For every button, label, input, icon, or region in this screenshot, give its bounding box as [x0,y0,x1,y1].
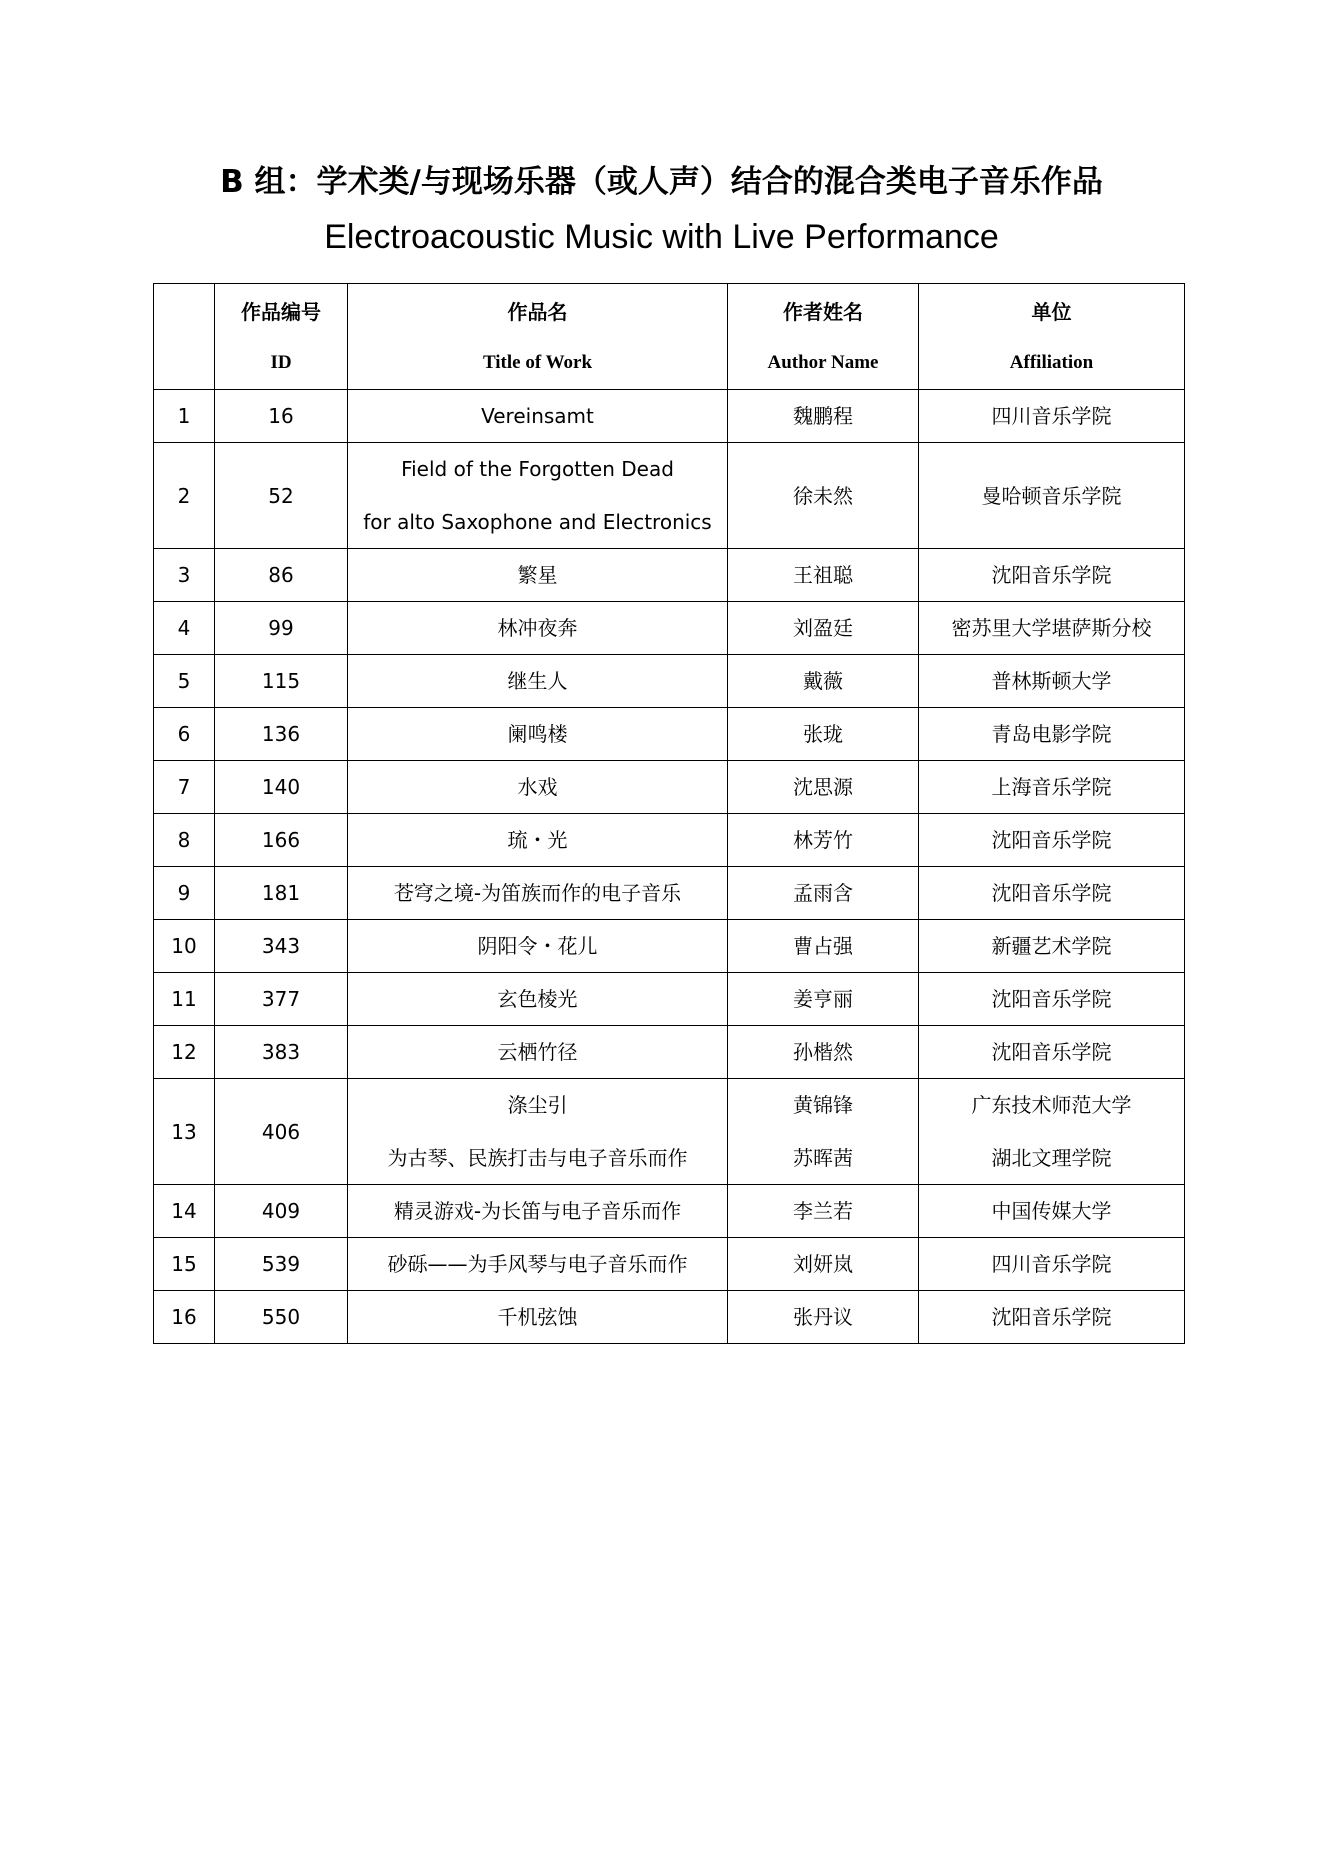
author-name-cell-line: 王祖聪 [793,563,853,587]
author-name-cell-line: 孟雨含 [793,881,853,905]
row-number-cell: 13 [154,1079,215,1185]
table-row [154,761,1185,814]
affiliation-cell [919,814,1185,867]
affiliation-cell-line: 湖北文理学院 [991,1146,1112,1170]
table-row [154,920,1185,973]
table-row [154,1291,1185,1344]
affiliation-cell [919,1185,1185,1238]
table-row [154,602,1185,655]
table-row [154,867,1185,920]
author-name-cell-line: 徐未然 [793,483,853,508]
header-title-zh: 作品名 [507,299,568,324]
affiliation-cell-line: 新疆艺术学院 [991,934,1112,958]
row-number-cell: 11 [154,973,215,1026]
row-number-cell: 7 [154,761,215,814]
work-title-cell [348,973,728,1026]
affiliation-cell-line: 四川音乐学院 [991,1252,1112,1276]
work-title-cell [348,1185,728,1238]
table-row [154,1238,1185,1291]
work-title-cell-line: Field of the Forgotten Dead [401,457,674,481]
work-title-cell-line: 阑鸣楼 [507,722,568,746]
work-title-cell-line: 云栖竹径 [497,1040,578,1064]
header-affiliation-en: Affiliation [1009,351,1094,373]
work-id-cell: 539 [215,1238,348,1291]
author-name-cell [728,1238,919,1291]
work-title-cell-line: 繁星 [517,563,558,587]
author-name-cell [728,761,919,814]
work-title-cell-line: 继生人 [507,669,568,693]
author-name-cell-line: 林芳竹 [793,828,853,852]
affiliation-cell-line: 普林斯顿大学 [991,669,1112,693]
author-name-cell-line: 刘盈廷 [793,616,853,640]
work-title-cell [348,920,728,973]
row-number-cell: 14 [154,1185,215,1238]
work-id-cell: 86 [215,549,348,602]
work-title-cell-line: 精灵游戏-为长笛与电子音乐而作 [393,1199,682,1223]
work-title-cell [348,549,728,602]
work-title-cell [348,761,728,814]
header-id [215,284,348,390]
affiliation-cell-line: 四川音乐学院 [991,404,1112,428]
work-title-cell-line: 砂砾——为手风琴与电子音乐而作 [387,1252,688,1276]
work-title-cell-line: for alto Saxophone and Electronics [363,510,712,534]
table-row [154,1026,1185,1079]
work-title-cell [348,1291,728,1344]
work-id-cell: 383 [215,1026,348,1079]
work-title-cell-line: 苍穹之境-为笛族而作的电子音乐 [393,881,682,905]
row-number-cell: 3 [154,549,215,602]
header-author-zh: 作者姓名 [783,299,863,324]
author-name-cell [728,708,919,761]
work-title-cell-line: 林冲夜奔 [497,616,578,640]
row-number-cell: 6 [154,708,215,761]
work-title-cell-line: 玄色棱光 [497,987,578,1011]
affiliation-cell-line: 广东技术师范大学 [971,1093,1132,1117]
work-id-cell: 115 [215,655,348,708]
affiliation-cell-line: 曼哈顿音乐学院 [981,483,1122,508]
header-affiliation [919,284,1185,390]
work-id-cell: 409 [215,1185,348,1238]
work-title-cell [348,1238,728,1291]
work-id-cell: 166 [215,814,348,867]
row-number-cell: 5 [154,655,215,708]
table-row [154,655,1185,708]
author-name-cell [728,920,919,973]
row-number-cell: 8 [154,814,215,867]
affiliation-cell-line: 沈阳音乐学院 [991,828,1112,852]
work-id-cell: 406 [215,1079,348,1185]
affiliation-cell-line: 青岛电影学院 [991,722,1112,746]
affiliation-cell-line: 沈阳音乐学院 [991,1305,1112,1329]
work-title-cell [348,443,728,549]
row-number-cell: 9 [154,867,215,920]
author-name-cell-line: 姜亨丽 [793,987,853,1011]
work-id-cell: 140 [215,761,348,814]
header-title [348,284,728,390]
table-row [154,390,1185,443]
work-title-cell-line: 阴阳令・花儿 [477,934,598,958]
page-title-chinese: B 组：学术类/与现场乐器（或人声）结合的混合类电子音乐作品 [220,164,1103,200]
affiliation-cell [919,1026,1185,1079]
work-title-cell [348,708,728,761]
author-name-cell-line: 张珑 [803,722,843,746]
work-id-cell: 136 [215,708,348,761]
header-author-en: Author Name [767,351,879,373]
work-id-cell: 52 [215,443,348,549]
work-title-cell [348,1079,728,1185]
author-name-cell [728,443,919,549]
work-title-cell [348,390,728,443]
row-number-cell: 2 [154,443,215,549]
row-number-cell: 15 [154,1238,215,1291]
work-title-cell [348,814,728,867]
affiliation-cell-line: 沈阳音乐学院 [991,563,1112,587]
row-number-cell: 4 [154,602,215,655]
author-name-cell [728,973,919,1026]
row-number-cell: 16 [154,1291,215,1344]
affiliation-cell [919,708,1185,761]
table-body [154,390,1185,1344]
author-name-cell [728,655,919,708]
work-id-cell: 343 [215,920,348,973]
author-name-cell [728,549,919,602]
affiliation-cell [919,390,1185,443]
author-name-cell-line: 李兰若 [793,1199,853,1223]
affiliation-cell [919,443,1185,549]
table-row [154,1079,1185,1185]
header-id-zh: 作品编号 [241,299,321,324]
row-number-cell: 12 [154,1026,215,1079]
table-header-row [154,284,1185,390]
affiliation-cell [919,602,1185,655]
author-name-cell-line: 刘妍岚 [793,1252,853,1276]
header-author [728,284,919,390]
author-name-cell [728,1185,919,1238]
author-name-cell [728,390,919,443]
work-title-cell [348,602,728,655]
work-id-cell: 550 [215,1291,348,1344]
work-title-cell-line: 琉・光 [507,828,568,852]
affiliation-cell-line: 密苏里大学堪萨斯分校 [951,616,1152,640]
author-name-cell-line: 孙楷然 [793,1040,853,1064]
affiliation-cell-line: 沈阳音乐学院 [991,881,1112,905]
work-title-cell-line: 水戏 [517,775,558,799]
header-title-en: Title of Work [482,351,593,373]
author-name-cell [728,1079,919,1185]
work-title-cell-line: Vereinsamt [481,404,594,428]
affiliation-cell-line: 沈阳音乐学院 [991,1040,1112,1064]
affiliation-cell-line: 中国传媒大学 [991,1199,1112,1223]
author-name-cell-line: 张丹议 [793,1305,853,1329]
author-name-cell [728,602,919,655]
work-id-cell: 16 [215,390,348,443]
affiliation-cell [919,1238,1185,1291]
table-row [154,708,1185,761]
author-name-cell [728,867,919,920]
works-table [153,283,1185,1344]
table-row [154,814,1185,867]
author-name-cell-line: 曹占强 [793,934,853,958]
affiliation-cell [919,973,1185,1026]
author-name-cell-line: 戴薇 [803,669,843,693]
page-title-english: Electroacoustic Music with Live Performance [324,218,999,256]
affiliation-cell [919,549,1185,602]
author-name-cell [728,1026,919,1079]
work-id-cell: 181 [215,867,348,920]
work-title-cell [348,867,728,920]
affiliation-cell [919,1079,1185,1185]
table-row [154,973,1185,1026]
work-id-cell: 99 [215,602,348,655]
affiliation-cell [919,655,1185,708]
affiliation-cell [919,867,1185,920]
author-name-cell-line: 黄锦锋 [793,1093,853,1117]
author-name-cell-line: 魏鹏程 [793,404,853,428]
author-name-cell [728,1291,919,1344]
affiliation-cell [919,920,1185,973]
table-row [154,1185,1185,1238]
header-number [154,284,215,390]
work-title-cell-line: 千机弦蚀 [497,1305,578,1329]
row-number-cell: 1 [154,390,215,443]
work-title-cell [348,655,728,708]
table-row [154,443,1185,549]
author-name-cell [728,814,919,867]
header-id-en: ID [270,351,292,373]
affiliation-cell-line: 上海音乐学院 [991,775,1112,799]
work-title-cell-line: 为古琴、民族打击与电子音乐而作 [387,1146,688,1170]
author-name-cell-line: 苏晖茜 [793,1146,853,1170]
affiliation-cell [919,1291,1185,1344]
affiliation-cell-line: 沈阳音乐学院 [991,987,1112,1011]
work-title-cell-line: 涤尘引 [507,1093,568,1117]
header-affiliation-zh: 单位 [1031,299,1072,324]
author-name-cell-line: 沈思源 [793,775,853,799]
row-number-cell: 10 [154,920,215,973]
affiliation-cell [919,761,1185,814]
table-row [154,549,1185,602]
work-title-cell [348,1026,728,1079]
work-id-cell: 377 [215,973,348,1026]
